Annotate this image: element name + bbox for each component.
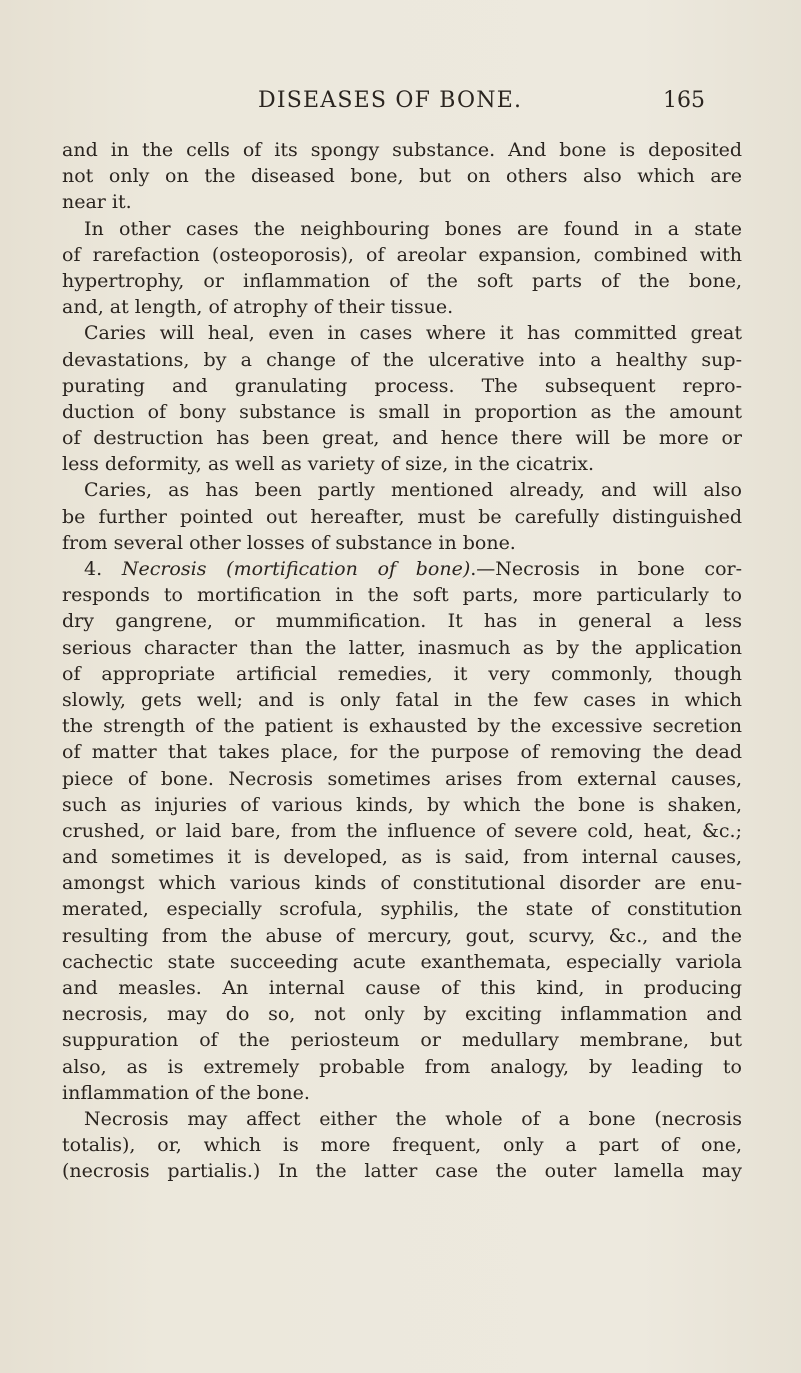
text-line: totalis), or, which is more frequent, only a part of one, xyxy=(62,1134,742,1157)
text-line: the strength of the patient is exhausted by the excessive secretion xyxy=(62,715,742,738)
text-line: In other cases the neighbouring bones are found in a state xyxy=(84,217,742,240)
text-line: not only on the diseased bone, but on others also which are xyxy=(62,165,742,188)
text-line: of appropriate artificial remedies, it very commonly, though xyxy=(62,662,742,685)
text-line: Caries, as has been partly mentioned already, and will also xyxy=(84,479,742,502)
text-line: of destruction has been great, and hence there will be more or xyxy=(62,427,742,450)
text-line: and, at length, of atrophy of their tissue. xyxy=(62,296,454,319)
section-heading: Necrosis (mortification of bone) xyxy=(121,558,471,580)
text-line: also, as is extremely probable from analogy, by leading to xyxy=(62,1055,742,1078)
text-line: of matter that takes place, for the purpose of removing the dead xyxy=(62,741,742,764)
page-number: 165 xyxy=(663,88,705,113)
text-line: crushed, or laid bare, from the influence of severe cold, heat, &c.; xyxy=(62,819,742,842)
text-line: and sometimes it is developed, as is said, from internal causes, xyxy=(62,846,742,869)
page-header xyxy=(0,82,801,118)
body-text xyxy=(62,137,742,1185)
text-line: hypertrophy, or inflammation of the soft parts of the bone, xyxy=(62,269,742,292)
text-line: amongst which various kinds of constitutional disorder are enu- xyxy=(62,872,742,895)
text-line: of rarefaction (osteoporosis), of areolar expansion, combined with xyxy=(62,243,742,266)
text-line: and in the cells of its spongy substance. And bone is deposited xyxy=(62,139,742,161)
text-line: less deformity, as well as variety of size, in the cicatrix. xyxy=(62,453,595,476)
text-line: be further pointed out hereafter, must be carefully distinguished xyxy=(62,505,742,528)
text-line: slowly, gets well; and is only fatal in the few cases in which xyxy=(62,688,742,711)
text-line: near it. xyxy=(62,191,132,214)
text-line xyxy=(62,556,742,582)
text-line: suppuration of the periosteum or medullary membrane, but xyxy=(62,1029,742,1052)
line-text: .—Necrosis in bone cor- xyxy=(470,558,743,580)
text-line: merated, especially scrofula, syphilis, the state of constitution xyxy=(62,898,742,921)
text-line: devastations, by a change of the ulcerative into a healthy sup- xyxy=(62,348,742,371)
text-line: resulting from the abuse of mercury, gout, scurvy, &c., and the xyxy=(62,924,742,947)
text-line: Necrosis may affect either the whole of a bone (necrosis xyxy=(84,1107,742,1130)
text-line: dry gangrene, or mummification. It has in general a less xyxy=(62,610,742,633)
text-line: responds to mortification in the soft parts, more particularly to xyxy=(62,584,742,607)
text-line: inflammation of the bone. xyxy=(62,1081,310,1104)
running-head: DISEASES OF BONE. xyxy=(258,88,523,113)
text-line: purating and granulating process. The subsequent repro- xyxy=(62,374,742,397)
text-line: such as injuries of various kinds, by which the bone is shaken, xyxy=(62,793,742,816)
text-line: serious character than the latter, inasmuch as by the application xyxy=(62,636,742,659)
text-line: (necrosis partialis.) In the latter case the outer lamella may xyxy=(62,1160,742,1183)
text-line: from several other losses of substance in bone. xyxy=(62,531,516,554)
text-line: cachectic state succeeding acute exanthemata, especially variola xyxy=(62,950,742,973)
text-line: necrosis, may do so, not only by exciting inflammation and xyxy=(62,1003,742,1026)
section-number: 4. xyxy=(84,558,122,580)
text-line: piece of bone. Necrosis sometimes arises from external causes, xyxy=(62,767,742,790)
text-line: and measles. An internal cause of this kind, in producing xyxy=(62,977,742,999)
text-line: Caries will heal, even in cases where it has committed great xyxy=(84,322,742,345)
text-line: duction of bony substance is small in proportion as the amount xyxy=(62,400,742,423)
